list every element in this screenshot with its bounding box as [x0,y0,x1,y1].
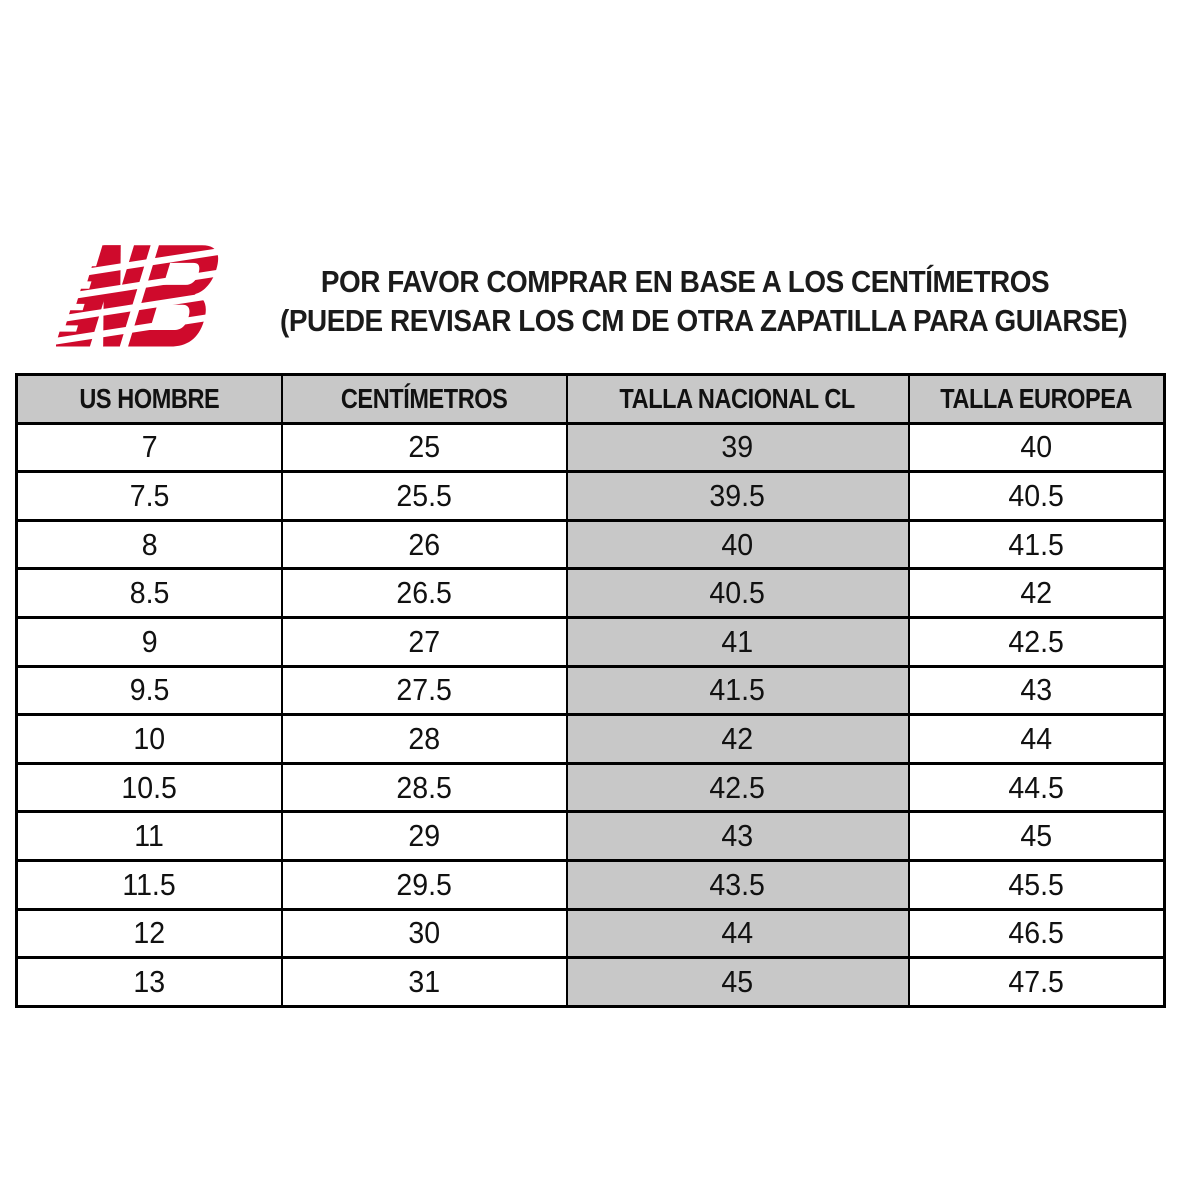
size-cell: 40.5 [909,472,1165,521]
size-cell: 43.5 [567,860,909,909]
size-cell: 45 [567,958,909,1007]
table-row [17,617,1165,666]
table-row [17,520,1165,569]
size-cell: 26.5 [282,569,567,618]
size-cell: 8.5 [17,569,282,618]
size-cell: 7.5 [17,472,282,521]
size-cell: 10 [17,715,282,764]
size-cell: 40 [909,423,1165,472]
size-cell: 40 [567,520,909,569]
table-row [17,958,1165,1007]
table-row [17,763,1165,812]
size-cell: 13 [17,958,282,1007]
column-header-1: US HOMBRE [17,375,282,424]
table-row [17,666,1165,715]
size-cell: 29 [282,812,567,861]
size-cell: 28 [282,715,567,764]
size-cell: 44 [567,909,909,958]
size-cell: 42 [567,715,909,764]
title-line-2: (PUEDE REVISAR LOS CM DE OTRA ZAPATILLA PARA GUIARSE) [280,303,1128,338]
table-row [17,909,1165,958]
size-cell: 41.5 [567,666,909,715]
size-cell: 41 [567,617,909,666]
size-cell: 27.5 [282,666,567,715]
size-cell: 40.5 [567,569,909,618]
size-cell: 12 [17,909,282,958]
size-cell: 47.5 [909,958,1165,1007]
title-line-1: POR FAVOR COMPRAR EN BASE A LOS CENTÍMETROS [320,264,1050,299]
size-cell: 29.5 [282,860,567,909]
size-cell: 39 [567,423,909,472]
size-cell: 9 [17,617,282,666]
page-title [280,262,1128,340]
size-cell: 42 [909,569,1165,618]
column-header-3: TALLA NACIONAL CL [567,375,909,424]
table-row [17,715,1165,764]
size-cell: 9.5 [17,666,282,715]
column-header-4: TALLA EUROPEA [909,375,1165,424]
size-cell: 43 [567,812,909,861]
size-table-body [17,423,1165,1006]
nb-logo-icon [56,242,222,352]
size-cell: 39.5 [567,472,909,521]
size-cell: 27 [282,617,567,666]
size-cell: 41.5 [909,520,1165,569]
size-cell: 25 [282,423,567,472]
table-row [17,569,1165,618]
size-cell: 11 [17,812,282,861]
size-cell: 28.5 [282,763,567,812]
size-table-header-row [17,375,1165,424]
size-cell: 31 [282,958,567,1007]
size-cell: 30 [282,909,567,958]
size-cell: 44 [909,715,1165,764]
size-cell: 25.5 [282,472,567,521]
size-cell: 7 [17,423,282,472]
size-cell: 42.5 [567,763,909,812]
size-cell: 43 [909,666,1165,715]
table-row [17,472,1165,521]
new-balance-logo [56,242,222,352]
size-cell: 8 [17,520,282,569]
table-row [17,423,1165,472]
size-cell: 26 [282,520,567,569]
size-cell: 10.5 [17,763,282,812]
size-cell: 45.5 [909,860,1165,909]
size-conversion-table [15,373,1166,1008]
size-cell: 45 [909,812,1165,861]
size-cell: 42.5 [909,617,1165,666]
size-cell: 44.5 [909,763,1165,812]
table-row [17,812,1165,861]
size-cell: 11.5 [17,860,282,909]
column-header-2: CENTÍMETROS [282,375,567,424]
table-row [17,860,1165,909]
size-cell: 46.5 [909,909,1165,958]
